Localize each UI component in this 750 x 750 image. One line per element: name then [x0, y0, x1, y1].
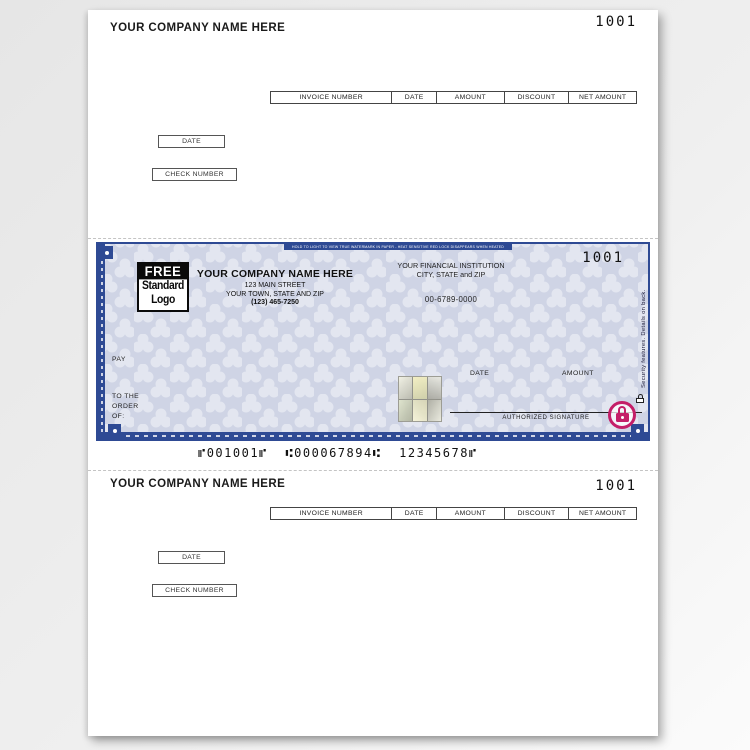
- lock-keyhole: [621, 416, 624, 419]
- perforation-line-top: [88, 238, 658, 239]
- order-label: ORDER: [112, 403, 139, 410]
- company-logo: [137, 262, 189, 312]
- date-label: DATE: [470, 370, 490, 377]
- check-number: 1001: [582, 250, 624, 266]
- payer-address-line1: 123 MAIN STREET: [244, 282, 306, 289]
- stub-top-date-box: DATE: [158, 135, 225, 148]
- registration-mark-top-left: [100, 246, 113, 259]
- pay-label: PAY: [112, 356, 126, 363]
- stub-bottom-check-number: 1001: [595, 478, 637, 494]
- stub-top-check-number-box: CHECK NUMBER: [152, 168, 237, 181]
- perforation-line-bottom: [88, 470, 658, 471]
- to-the-order-of-label: [112, 392, 139, 422]
- column-header-net-amount: NET AMOUNT: [578, 94, 627, 101]
- payer-address-line2: YOUR TOWN, STATE AND ZIP: [226, 290, 324, 298]
- bank-name: YOUR FINANCIAL INSTITUTION: [397, 261, 505, 270]
- hologram-foil-icon: [398, 376, 442, 422]
- bank-info-block: [366, 262, 536, 304]
- column-header-invoice-number: INVOICE NUMBER: [271, 92, 392, 103]
- stub-bottom-check-number-box: CHECK NUMBER: [152, 584, 237, 597]
- check-body: [96, 242, 650, 441]
- column-header-date: DATE: [392, 508, 437, 519]
- payer-company-name: YOUR COMPANY NAME HERE: [196, 268, 354, 280]
- to-the-label: TO THE: [112, 393, 140, 400]
- payer-info-block: [190, 268, 360, 308]
- stub-bottom-remittance-table: [270, 507, 637, 520]
- bank-fraction-number: 00-6789-0000: [424, 295, 478, 304]
- security-microprint-strip: HOLD TO LIGHT TO VIEW TRUE WATERMARK IN PAPER - HEAT SENSITIVE RED LOCK DISAPPEARS WHEN HEATED: [284, 244, 512, 250]
- column-header-date: DATE: [392, 92, 437, 103]
- logo-text-logo: Logo: [151, 294, 175, 306]
- of-label: OF:: [112, 413, 125, 420]
- column-header-discount: DISCOUNT: [505, 508, 570, 519]
- check-bottom-border-bar: [105, 432, 648, 439]
- amount-label: AMOUNT: [562, 370, 594, 377]
- check-sheet: [88, 10, 658, 736]
- micr-line: ⑈001001⑈ ⑆000067894⑆ 12345678⑈: [198, 446, 478, 460]
- logo-text-standard: Standard: [142, 280, 184, 292]
- column-header-amount: AMOUNT: [437, 92, 505, 103]
- stub-bottom-date-box: DATE: [158, 551, 225, 564]
- security-lock-icon: [608, 401, 636, 429]
- padlock-icon: [636, 394, 644, 403]
- column-header-net-amount: NET AMOUNT: [578, 510, 627, 517]
- stub-top-check-number: 1001: [595, 14, 637, 30]
- registration-mark-bottom-left: [108, 424, 121, 437]
- side-security-text: Security features. Details on back.: [641, 289, 647, 388]
- registration-mark-bottom-right: [631, 424, 644, 437]
- stub-top-company-name: YOUR COMPANY NAME HERE: [110, 22, 286, 34]
- column-header-amount: AMOUNT: [437, 508, 505, 519]
- stub-bottom-company-name: YOUR COMPANY NAME HERE: [110, 478, 286, 490]
- stub-top-remittance-table: [270, 91, 637, 104]
- column-header-discount: DISCOUNT: [505, 92, 570, 103]
- logo-text-free: FREE: [139, 264, 187, 280]
- authorized-signature-label: AUTHORIZED SIGNATURE: [502, 415, 590, 421]
- bank-location: CITY, STATE and ZIP: [416, 269, 486, 279]
- column-header-invoice-number: INVOICE NUMBER: [271, 508, 392, 519]
- check-left-border-bar: [98, 244, 105, 439]
- payer-phone: (123) 465-7250: [251, 299, 299, 306]
